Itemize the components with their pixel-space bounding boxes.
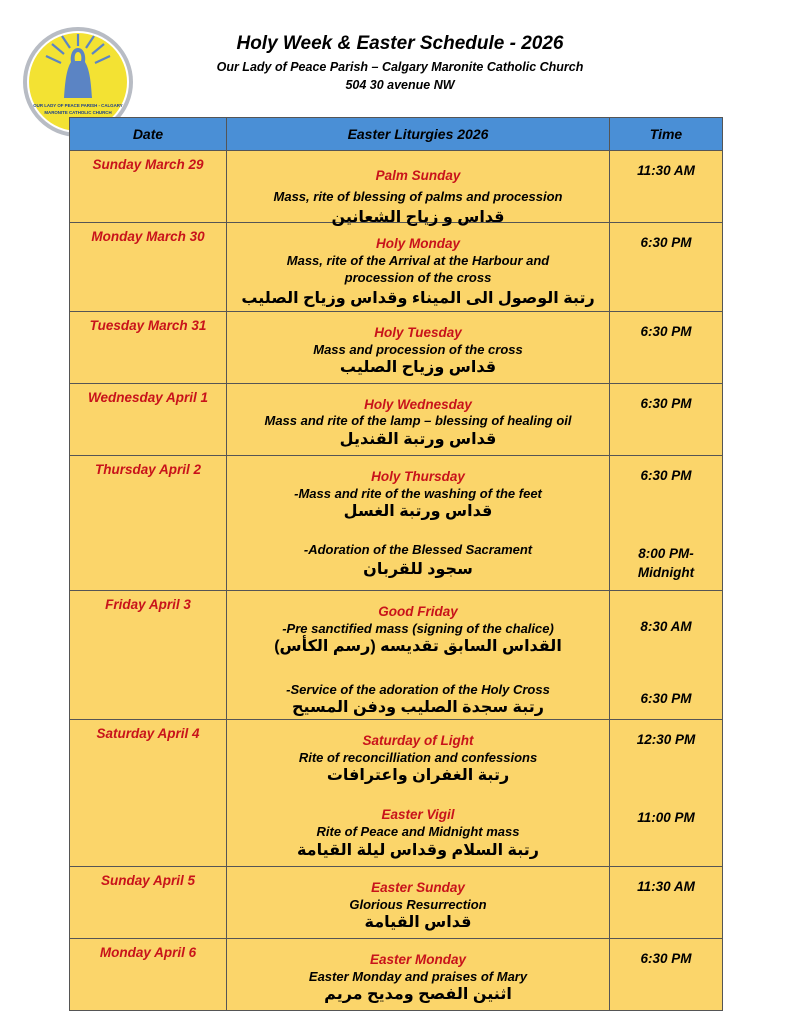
row-date: Thursday April 2 bbox=[94, 462, 202, 477]
liturgy-title: Holy Thursday bbox=[371, 469, 465, 484]
schedule-row bbox=[70, 384, 723, 456]
liturgy-arabic-text: قداس ورتبة القنديل bbox=[339, 431, 497, 448]
liturgy-title: Holy Tuesday bbox=[374, 325, 462, 340]
row-date: Wednesday April 1 bbox=[87, 390, 209, 405]
liturgy-description: -Pre sanctified mass (signing of the chalice) bbox=[282, 621, 554, 636]
service-time: Midnight bbox=[637, 565, 695, 580]
row-date: Monday April 6 bbox=[99, 945, 197, 960]
liturgy-title: Easter Monday bbox=[369, 952, 467, 967]
liturgy-cell bbox=[227, 312, 610, 384]
service-time: 6:30 PM bbox=[640, 324, 692, 339]
date-cell bbox=[70, 720, 227, 867]
service-time: 6:30 PM bbox=[640, 235, 692, 250]
liturgy-cell bbox=[227, 223, 610, 312]
date-cell bbox=[70, 867, 227, 939]
date-cell bbox=[70, 456, 227, 591]
service-time: 6:30 PM bbox=[640, 396, 692, 411]
liturgy-title: Good Friday bbox=[378, 604, 458, 619]
row-date: Sunday April 5 bbox=[100, 873, 196, 888]
time-cell bbox=[610, 151, 723, 223]
service-time: 12:30 PM bbox=[636, 732, 696, 747]
schedule-row bbox=[70, 591, 723, 720]
time-cell bbox=[610, 591, 723, 720]
parish-address: 504 30 avenue NW bbox=[345, 78, 455, 92]
liturgy-description: -Adoration of the Blessed Sacrament bbox=[303, 542, 533, 557]
liturgy-description: Mass and rite of the lamp – blessing of healing oil bbox=[264, 413, 572, 428]
date-cell bbox=[70, 223, 227, 312]
liturgy-description: Mass, rite of the Arrival at the Harbour and bbox=[286, 253, 550, 268]
row-date: Sunday March 29 bbox=[92, 157, 204, 172]
date-cell bbox=[70, 591, 227, 720]
svg-text:MARONITE CATHOLIC CHURCH: MARONITE CATHOLIC CHURCH bbox=[44, 110, 112, 115]
parish-name: Our Lady of Peace Parish – Calgary Maronite Catholic Church bbox=[216, 60, 584, 74]
liturgy-arabic-text: القداس السابق تقديسه (رسم الكأس) bbox=[274, 638, 562, 655]
liturgy-description: Glorious Resurrection bbox=[349, 897, 487, 912]
schedule-row bbox=[70, 720, 723, 867]
service-time: 6:30 PM bbox=[640, 951, 692, 966]
liturgy-arabic-text: رتبة الغفران واعترافات bbox=[326, 767, 510, 784]
header-time: Time bbox=[610, 118, 723, 151]
liturgy-cell bbox=[227, 720, 610, 867]
liturgy-arabic-text: رتبة السلام وقداس ليلة القيامة bbox=[296, 842, 540, 859]
time-cell bbox=[610, 223, 723, 312]
schedule-table bbox=[69, 117, 723, 1011]
liturgy-arabic-text: سجود للقربان bbox=[363, 561, 473, 578]
service-time: 8:00 PM- bbox=[638, 546, 694, 561]
date-cell bbox=[70, 151, 227, 223]
service-time: 11:00 PM bbox=[637, 810, 695, 825]
liturgy-arabic-text: قداس و زياح الشعانين bbox=[331, 209, 505, 226]
svg-text:OUR LADY OF PEACE PARISH - CAL: OUR LADY OF PEACE PARISH - CALGARY bbox=[33, 103, 123, 108]
schedule-row bbox=[70, 223, 723, 312]
date-cell bbox=[70, 939, 227, 1011]
liturgy-arabic-text: قداس القيامة bbox=[364, 914, 472, 931]
page-title: Holy Week & Easter Schedule - 2026 bbox=[236, 33, 564, 54]
liturgy-cell bbox=[227, 867, 610, 939]
liturgy-description: procession of the cross bbox=[344, 270, 492, 285]
schedule-row bbox=[70, 151, 723, 223]
time-cell bbox=[610, 720, 723, 867]
liturgy-arabic-text: رتبة سجدة الصليب ودفن المسيح bbox=[291, 699, 545, 716]
liturgy-arabic-text: قداس وزياح الصليب bbox=[339, 359, 497, 376]
liturgy-cell bbox=[227, 151, 610, 226]
liturgy-arabic-text: قداس ورتبة الغسل bbox=[343, 503, 493, 520]
liturgy-description: Easter Monday and praises of Mary bbox=[308, 969, 528, 984]
date-cell bbox=[70, 384, 227, 456]
liturgy-title: Holy Wednesday bbox=[364, 397, 472, 412]
service-time: 11:30 AM bbox=[637, 163, 695, 178]
time-cell bbox=[610, 312, 723, 384]
liturgy-cell bbox=[227, 591, 610, 720]
time-cell bbox=[610, 939, 723, 1011]
liturgy-title: Saturday of Light bbox=[362, 733, 474, 748]
liturgy-description: Mass, rite of blessing of palms and procession bbox=[273, 189, 563, 204]
time-cell bbox=[610, 867, 723, 939]
time-cell bbox=[610, 456, 723, 591]
schedule-row bbox=[70, 867, 723, 939]
liturgy-description: Mass and procession of the cross bbox=[313, 342, 523, 357]
liturgy-arabic-text: اثنين الفصح ومديح مريم bbox=[324, 986, 512, 1003]
liturgy-arabic-text: رتبة الوصول الى الميناء وقداس وزياح الصليب bbox=[241, 290, 595, 307]
header-date: Date bbox=[70, 118, 227, 151]
row-date: Monday March 30 bbox=[91, 229, 205, 244]
liturgy-description: Rite of Peace and Midnight mass bbox=[316, 824, 520, 839]
time-cell bbox=[610, 384, 723, 456]
liturgy-cell bbox=[227, 456, 610, 591]
liturgy-title: Palm Sunday bbox=[375, 168, 461, 183]
schedule-row bbox=[70, 456, 723, 591]
schedule-row bbox=[70, 939, 723, 1011]
service-time: 6:30 PM bbox=[640, 691, 692, 706]
liturgy-description: -Mass and rite of the washing of the feet bbox=[294, 486, 542, 501]
service-time: 6:30 PM bbox=[640, 468, 692, 483]
row-date: Friday April 3 bbox=[105, 597, 191, 612]
row-date: Saturday April 4 bbox=[96, 726, 200, 741]
liturgy-title: Holy Monday bbox=[375, 236, 460, 251]
table-header-row bbox=[70, 118, 723, 151]
liturgy-cell bbox=[227, 939, 610, 1011]
liturgy-cell bbox=[227, 384, 610, 456]
service-time: 8:30 AM bbox=[640, 619, 692, 634]
liturgy-title: Easter Vigil bbox=[381, 807, 455, 822]
header-liturgy: Easter Liturgies 2026 bbox=[227, 118, 610, 151]
liturgy-description: Rite of reconcilliation and confessions bbox=[298, 750, 538, 765]
liturgy-description: -Service of the adoration of the Holy Cross bbox=[286, 682, 550, 697]
service-time: 11:30 AM bbox=[637, 879, 695, 894]
date-cell bbox=[70, 312, 227, 384]
schedule-row bbox=[70, 312, 723, 384]
row-date: Tuesday March 31 bbox=[89, 318, 207, 333]
liturgy-title: Easter Sunday bbox=[371, 880, 465, 895]
